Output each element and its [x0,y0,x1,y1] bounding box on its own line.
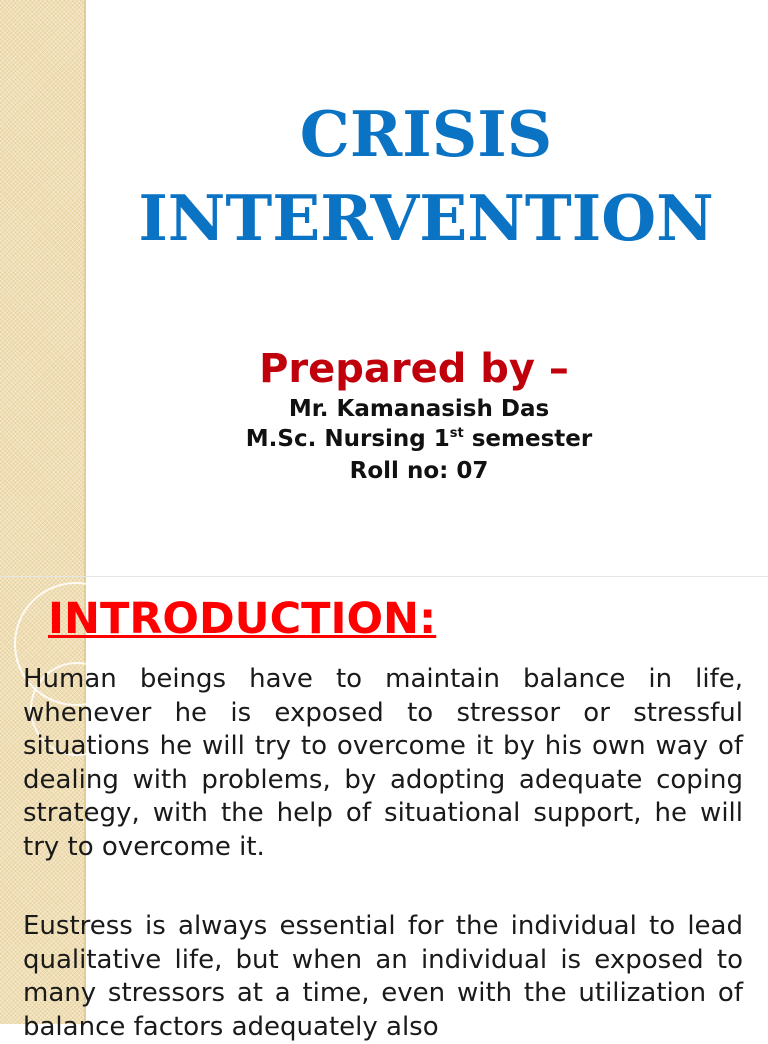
course-prefix: M.Sc. Nursing 1 [245,426,450,452]
introduction-heading: INTRODUCTION: [48,594,437,644]
course-superscript: st [449,426,464,441]
author-name: Mr. Kamanasish Das [288,396,550,422]
prepared-by-heading: Prepared by – [259,346,569,392]
intro-paragraph-1: Human beings have to maintain balance in life, whenever he is exposed to stressor or stressful situations he will try to overcome it by his own way of dealing with problems, by adopting adequate coping strategy, with the help of situational support, he will try to overcome it. [23,664,743,862]
title-line-2: INTERVENTION [138,181,714,255]
title-line-1: CRISIS [299,97,553,171]
intro-paragraph-2: Eustress is always essential for the individual to lead qualitative life, but when an individual is exposed to many stressors at a time, even with the utilization of balance factors adequately also [23,911,743,1042]
course-suffix: semester [463,426,593,452]
author-roll: Roll no: 07 [349,458,489,484]
author-course [84,426,754,452]
decorative-side-strip [0,0,86,576]
slide-divider [0,576,768,577]
